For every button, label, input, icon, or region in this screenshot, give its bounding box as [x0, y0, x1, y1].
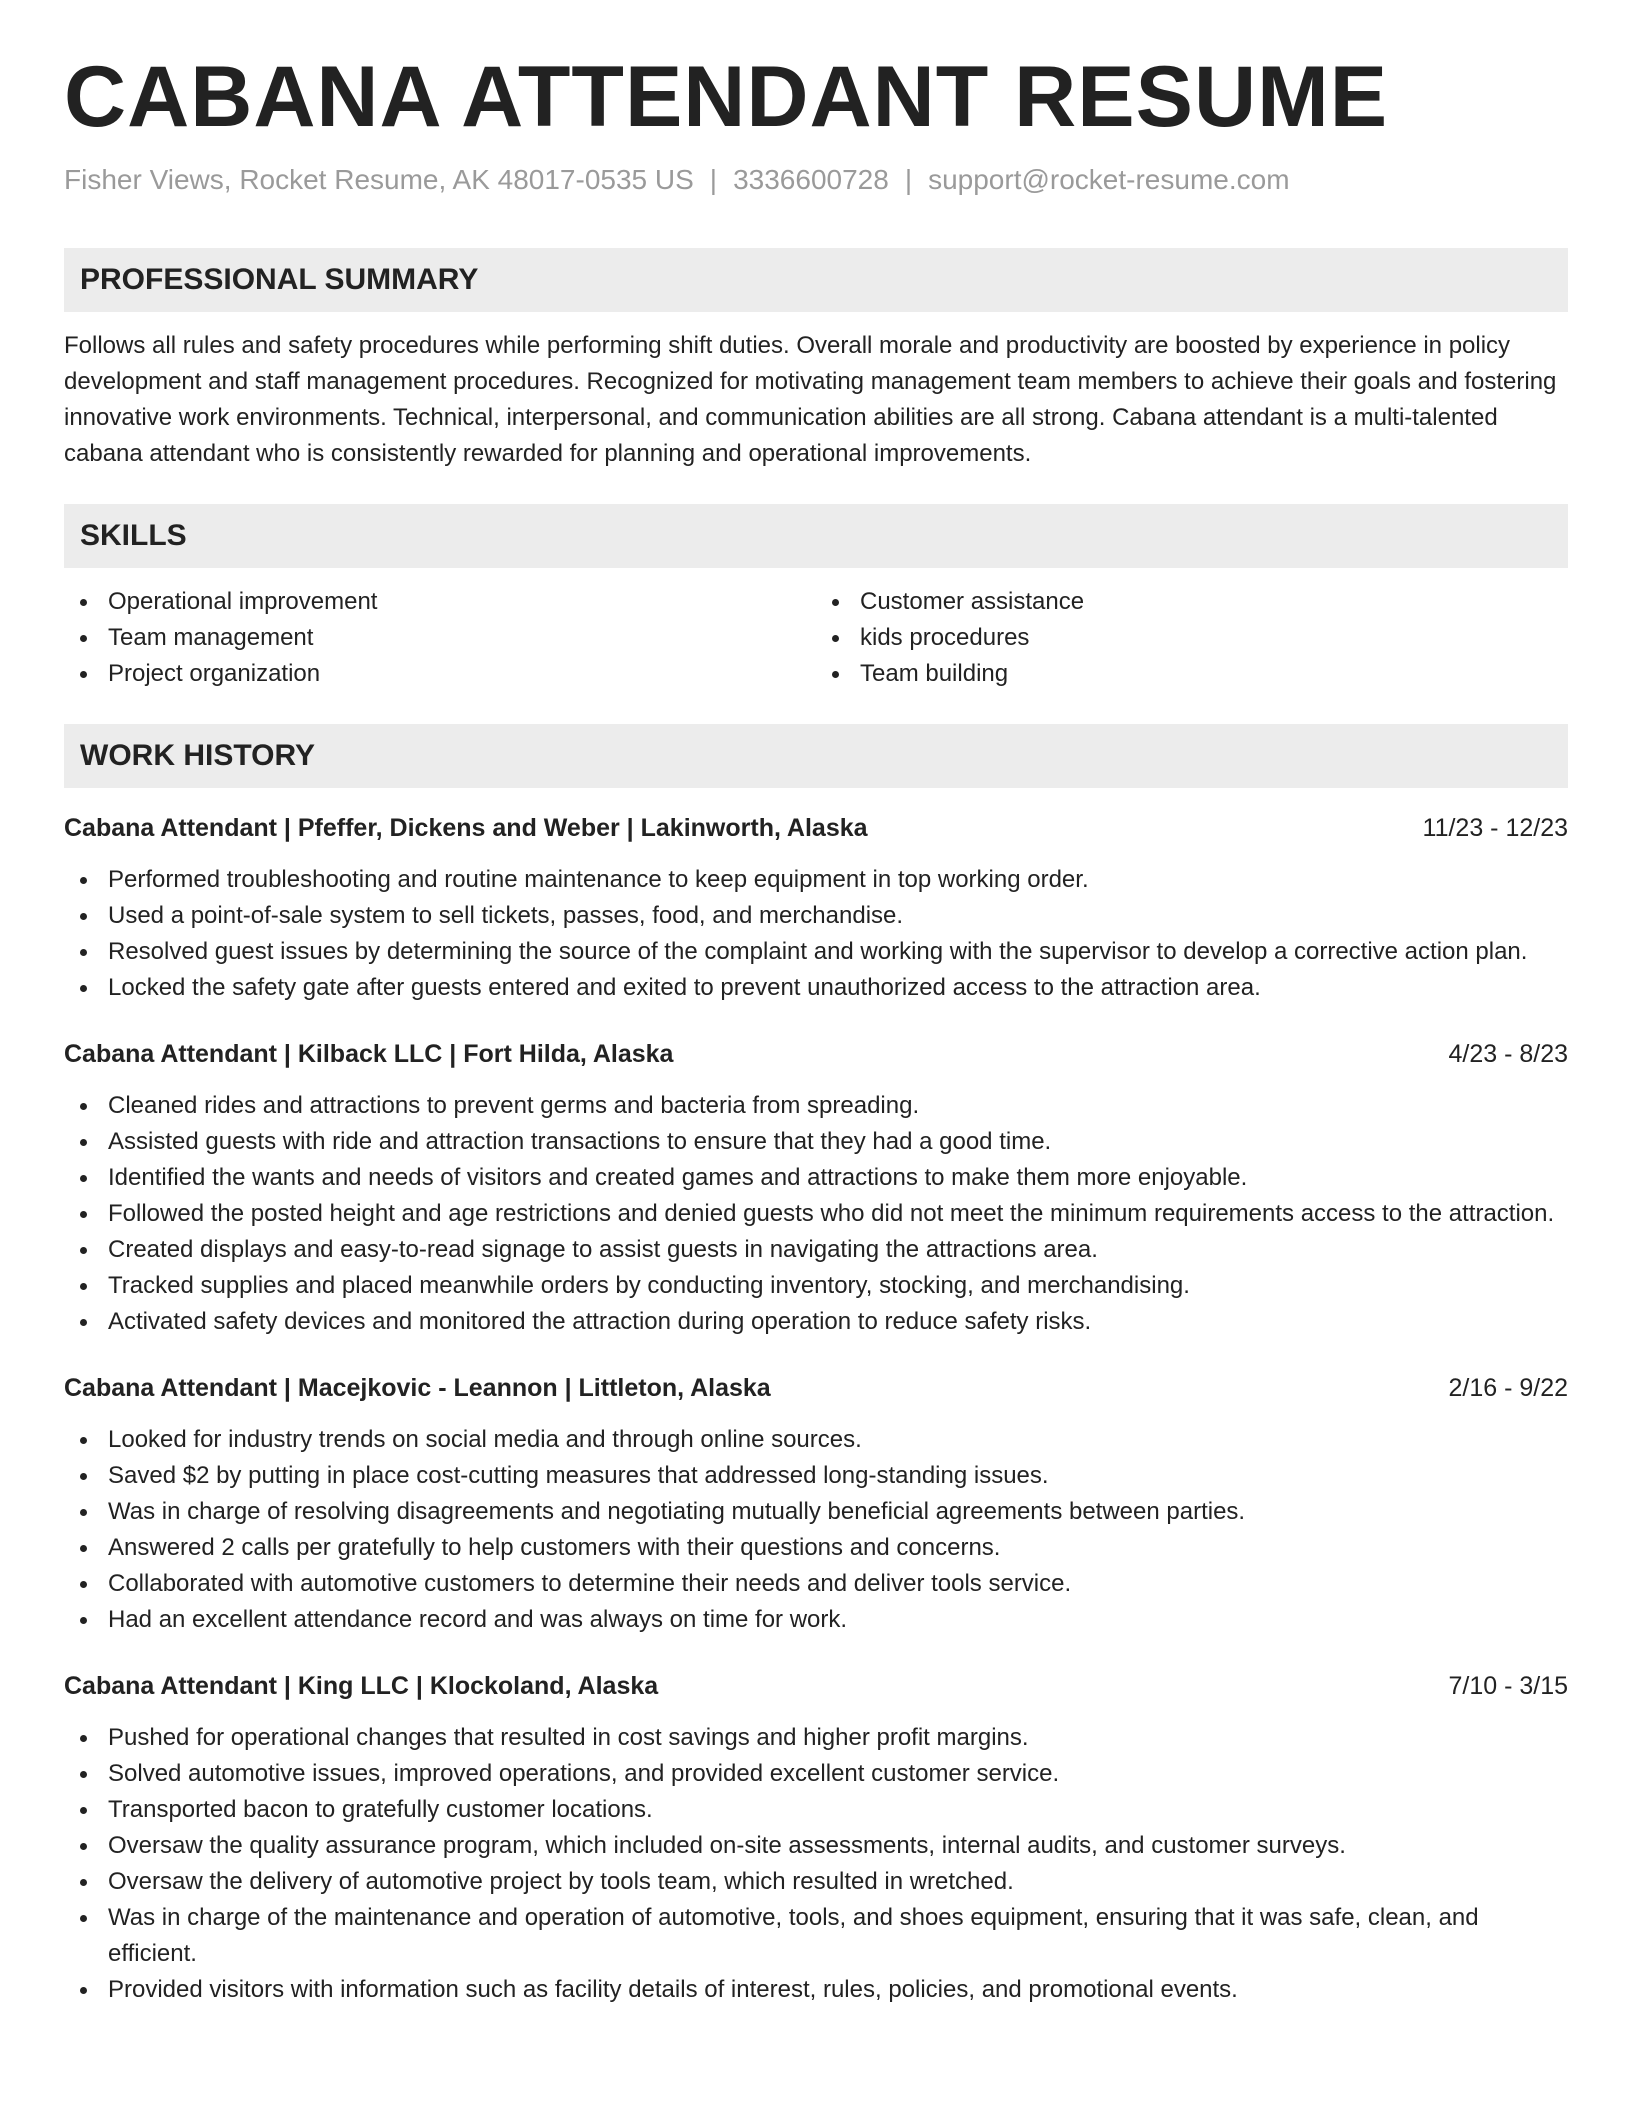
contact-separator: |: [904, 163, 913, 195]
job-dates: 11/23 - 12/23: [1422, 814, 1568, 843]
job-bullet: Oversaw the delivery of automotive project by tools team, which resulted in wretched.: [108, 1864, 1568, 1900]
job-bullet: Looked for industry trends on social media and through online sources.: [108, 1422, 1568, 1458]
job-title: Cabana Attendant | King LLC | Klockoland, Alaska: [64, 1672, 659, 1701]
job-bullet: Tracked supplies and placed meanwhile orders by conducting inventory, stocking, and merchandising.: [108, 1268, 1568, 1304]
job-header: [64, 1370, 1568, 1406]
skill-item: kids procedures: [860, 620, 1568, 656]
job-entry: [64, 1370, 1568, 1638]
job-bullet: Collaborated with automotive customers to determine their needs and deliver tools service.: [108, 1566, 1568, 1602]
job-bullet: Identified the wants and needs of visitors and created games and attractions to make them more enjoyable.: [108, 1160, 1568, 1196]
summary-text: Follows all rules and safety procedures while performing shift duties. Overall morale and productivity are boosted by experience in policy development and staff management procedures. Recognized for motivating management team members to achieve their goals and fostering innovative work environments. Technical, interpersonal, and communication abilities are all strong. Cabana attendant is a multi-talented cabana attendant who is consistently rewarded for planning and operational improvements.: [64, 332, 1557, 468]
job-bullet: Transported bacon to gratefully customer locations.: [108, 1792, 1568, 1828]
job-bullet: Used a point-of-sale system to sell tickets, passes, food, and merchandise.: [108, 898, 1568, 934]
job-bullet: Answered 2 calls per gratefully to help customers with their questions and concerns.: [108, 1530, 1568, 1566]
job-bullet: Had an excellent attendance record and was always on time for work.: [108, 1602, 1568, 1638]
job-header: [64, 1668, 1568, 1704]
skill-item: Operational improvement: [108, 584, 816, 620]
contact-email: support@rocket-resume.com: [928, 163, 1290, 195]
job-dates: 2/16 - 9/22: [1448, 1374, 1568, 1403]
job-bullet: Activated safety devices and monitored the attraction during operation to reduce safety risks.: [108, 1304, 1568, 1340]
job-bullet: Cleaned rides and attractions to prevent germs and bacteria from spreading.: [108, 1088, 1568, 1124]
job-bullets: [64, 1720, 1568, 2008]
job-bullet: Created displays and easy-to-read signage to assist guests in navigating the attractions area.: [108, 1232, 1568, 1268]
job-bullets: [64, 1088, 1568, 1340]
job-bullet: Saved $2 by putting in place cost-cutting measures that addressed long-standing issues.: [108, 1458, 1568, 1494]
resume-title: CABANA ATTENDANT RESUME: [64, 49, 1389, 145]
job-header: [64, 1036, 1568, 1072]
contact-address: Fisher Views, Rocket Resume, AK 48017-0535 US: [64, 163, 694, 195]
job-title: Cabana Attendant | Macejkovic - Leannon | Littleton, Alaska: [64, 1374, 771, 1403]
contact-separator: |: [709, 163, 718, 195]
skills-grid: [64, 584, 1568, 692]
section-header-work-history: WORK HISTORY: [64, 724, 1568, 788]
contact-line: [64, 163, 1568, 197]
job-bullet: Assisted guests with ride and attraction transactions to ensure that they had a good time.: [108, 1124, 1568, 1160]
section-header-summary: PROFESSIONAL SUMMARY: [64, 248, 1568, 312]
job-bullet: Locked the safety gate after guests entered and exited to prevent unauthorized access to the attraction area.: [108, 970, 1568, 1006]
job-header: [64, 810, 1568, 846]
job-bullet: Oversaw the quality assurance program, which included on-site assessments, internal audits, and customer surveys.: [108, 1828, 1568, 1864]
job-title: Cabana Attendant | Pfeffer, Dickens and Weber | Lakinworth, Alaska: [64, 814, 868, 843]
job-dates: 4/23 - 8/23: [1448, 1040, 1568, 1069]
job-bullet: Was in charge of resolving disagreements and negotiating mutually beneficial agreements between parties.: [108, 1494, 1568, 1530]
skill-item: Project organization: [108, 656, 816, 692]
job-bullet: Followed the posted height and age restrictions and denied guests who did not meet the minimum requirements access to the attraction.: [108, 1196, 1568, 1232]
skill-item: Customer assistance: [860, 584, 1568, 620]
job-bullet: Provided visitors with information such as facility details of interest, rules, policies, and promotional events.: [108, 1972, 1568, 2008]
job-dates: 7/10 - 3/15: [1448, 1672, 1568, 1701]
job-bullet: Performed troubleshooting and routine maintenance to keep equipment in top working order.: [108, 862, 1568, 898]
job-bullet: Resolved guest issues by determining the source of the complaint and working with the supervisor to develop a corrective action plan.: [108, 934, 1568, 970]
job-bullets: [64, 1422, 1568, 1638]
job-bullet: Was in charge of the maintenance and operation of automotive, tools, and shoes equipment, ensuring that it was safe, clean, and efficient.: [108, 1900, 1568, 1972]
skills-column-left: [64, 584, 816, 692]
job-entry: [64, 810, 1568, 1006]
job-entry: [64, 1036, 1568, 1340]
skill-item: Team building: [860, 656, 1568, 692]
skill-item: Team management: [108, 620, 816, 656]
skills-column-right: [816, 584, 1568, 692]
job-bullets: [64, 862, 1568, 1006]
section-header-skills: SKILLS: [64, 504, 1568, 568]
contact-phone: 3336600728: [733, 163, 889, 195]
job-bullet: Solved automotive issues, improved operations, and provided excellent customer service.: [108, 1756, 1568, 1792]
job-bullet: Pushed for operational changes that resulted in cost savings and higher profit margins.: [108, 1720, 1568, 1756]
job-title: Cabana Attendant | Kilback LLC | Fort Hilda, Alaska: [64, 1040, 674, 1069]
job-entry: [64, 1668, 1568, 2008]
